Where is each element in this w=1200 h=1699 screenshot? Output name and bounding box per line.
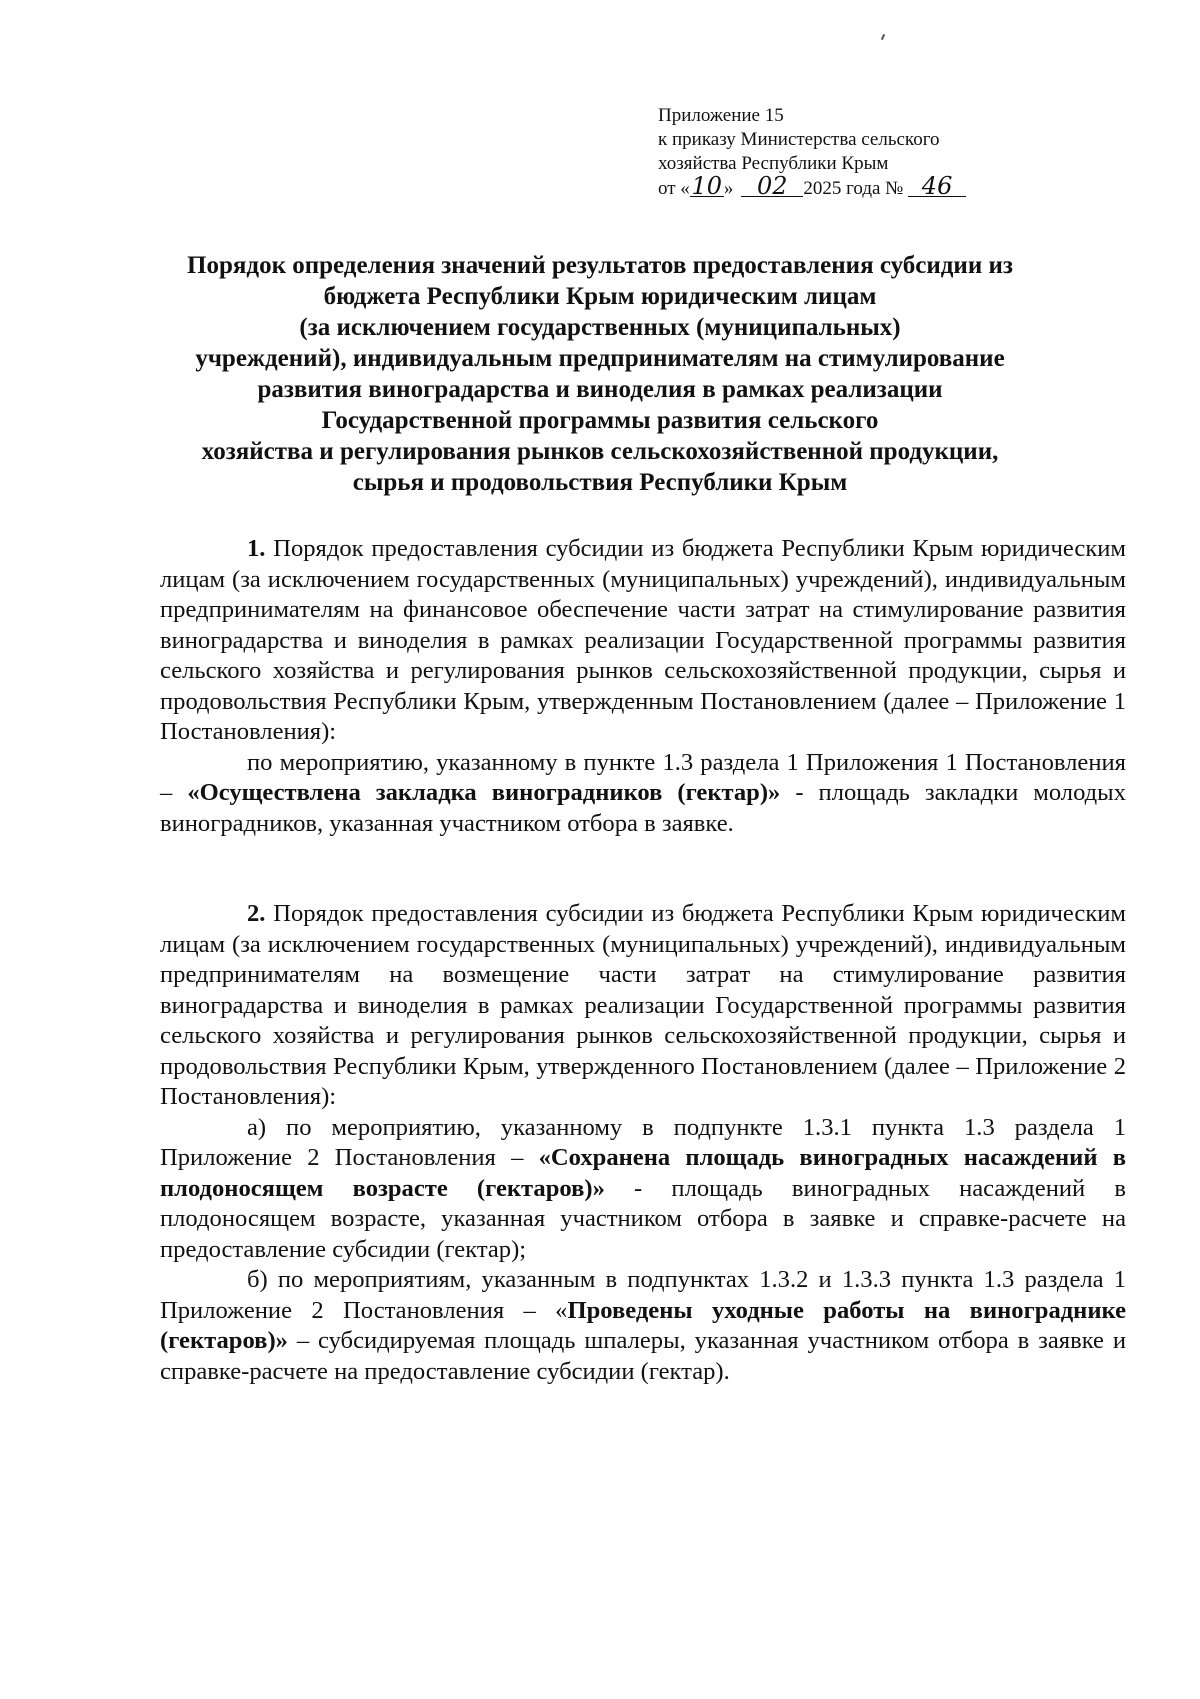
scan-mark [881,34,885,40]
section-1-item [160,748,1126,840]
title-line: учреждений), индивидуальным предпринимателям на стимулирование [195,345,1005,372]
handwritten-order-number: 46 [908,176,966,197]
section-2-item-a [160,1113,1126,1266]
title-line: развития виноградарства и виноделия в рамках реализации [257,376,943,403]
title-line: Государственной программы развития сельского [321,407,879,434]
document-title [150,250,1050,498]
section-2-item-b [160,1265,1126,1387]
section-2-text: Порядок предоставления субсидии из бюджета Республики Крым юридическим лицам (за исключением государственных (муниципальных) учреждений), индивидуальным предпринимателям на возмещение части затрат на стимулирование развития виноградарства и виноделия в рамках реализации Государственной программы развития сельского хозяйства и регулирования рынков сельскохозяйственной продукции, сырья и продовольствия Республики Крым, утвержденного Постановлением (далее – Приложение 2 Постановления): [160,900,1126,1110]
section-2-item-a-description: - площадь виноградных насаждений в плодоносящем возрасте, указанная участником отбора в заявке и справке-расчете на предоставление субсидии (гектар); [160,1174,1126,1263]
section-1-number: 1. [247,535,266,562]
section-1-item-text: по мероприятию, указанному в пункте 1.3 раздела 1 Приложения 1 Постановления – [160,748,1126,806]
title-line: сырья и продовольствия Республики Крым [352,469,848,496]
section-1-item-description: - площадь закладки молодых виноградников, указанная участником отбора в заявке. [160,779,1126,837]
title-line: бюджета Республики Крым юридическим лицам [323,283,877,310]
title-line: (за исключением государственных (муниципальных) [299,314,901,341]
section-2-item-a-text: а) по мероприятию, указанному в подпункте 1.3.1 пункта 1.3 раздела 1 Приложение 2 Постановления – [160,1113,1126,1171]
section-1-paragraph [160,534,1126,748]
appendix-line-3: хозяйства Республики Крым [658,153,889,174]
date-day-close: » [723,178,734,199]
appendix-date-line [658,172,1058,201]
section-1-item-result: «Осуществлена закладка виноградников (гектар)» [187,779,781,806]
appendix-line-1: Приложение 15 [658,105,784,126]
document-body [160,534,1126,1387]
date-year: 2025 года № [803,178,904,199]
appendix-line-2: к приказу Министерства сельского [658,129,940,150]
title-line: Порядок определения значений результатов предоставления субсидии из [187,252,1013,279]
section-2-item-a-result: «Сохранена площадь виноградных насаждений в плодоносящем возрасте (гектаров)» [160,1144,1126,1202]
appendix-header [658,104,1058,201]
date-prefix: от « [658,178,690,199]
section-2-item-b-result: Проведены уходные работы на винограднике (гектаров)» [160,1296,1126,1354]
section-2-item-b-text: б) по мероприятиям, указанным в подпунктах 1.3.2 и 1.3.3 пункта 1.3 раздела 1 Приложение 2 Постановления – « [160,1266,1126,1324]
section-2-number: 2. [247,900,266,927]
handwritten-month: 02 [741,176,803,197]
section-1-text: Порядок предоставления субсидии из бюджета Республики Крым юридическим лицам (за исключением государственных (муниципальных) учреждений), индивидуальным предпринимателям на финансовое обеспечение части затрат на стимулирование развития виноградарства и виноделия в рамках реализации Государственной программы развития сельского хозяйства и регулирования рынков сельскохозяйственной продукции, сырья и продовольствия Республики Крым, утвержденным Постановлением (далее – Приложение 1 Постановления): [160,535,1126,745]
handwritten-day: 10 [691,172,723,200]
section-2-paragraph [160,899,1126,1113]
title-line: хозяйства и регулирования рынков сельскохозяйственной продукции, [201,438,999,465]
section-2-item-b-description: – субсидируемая площадь шпалеры, указанная участником отбора в заявке и справке-расчете на предоставление субсидии (гектар). [160,1327,1126,1385]
